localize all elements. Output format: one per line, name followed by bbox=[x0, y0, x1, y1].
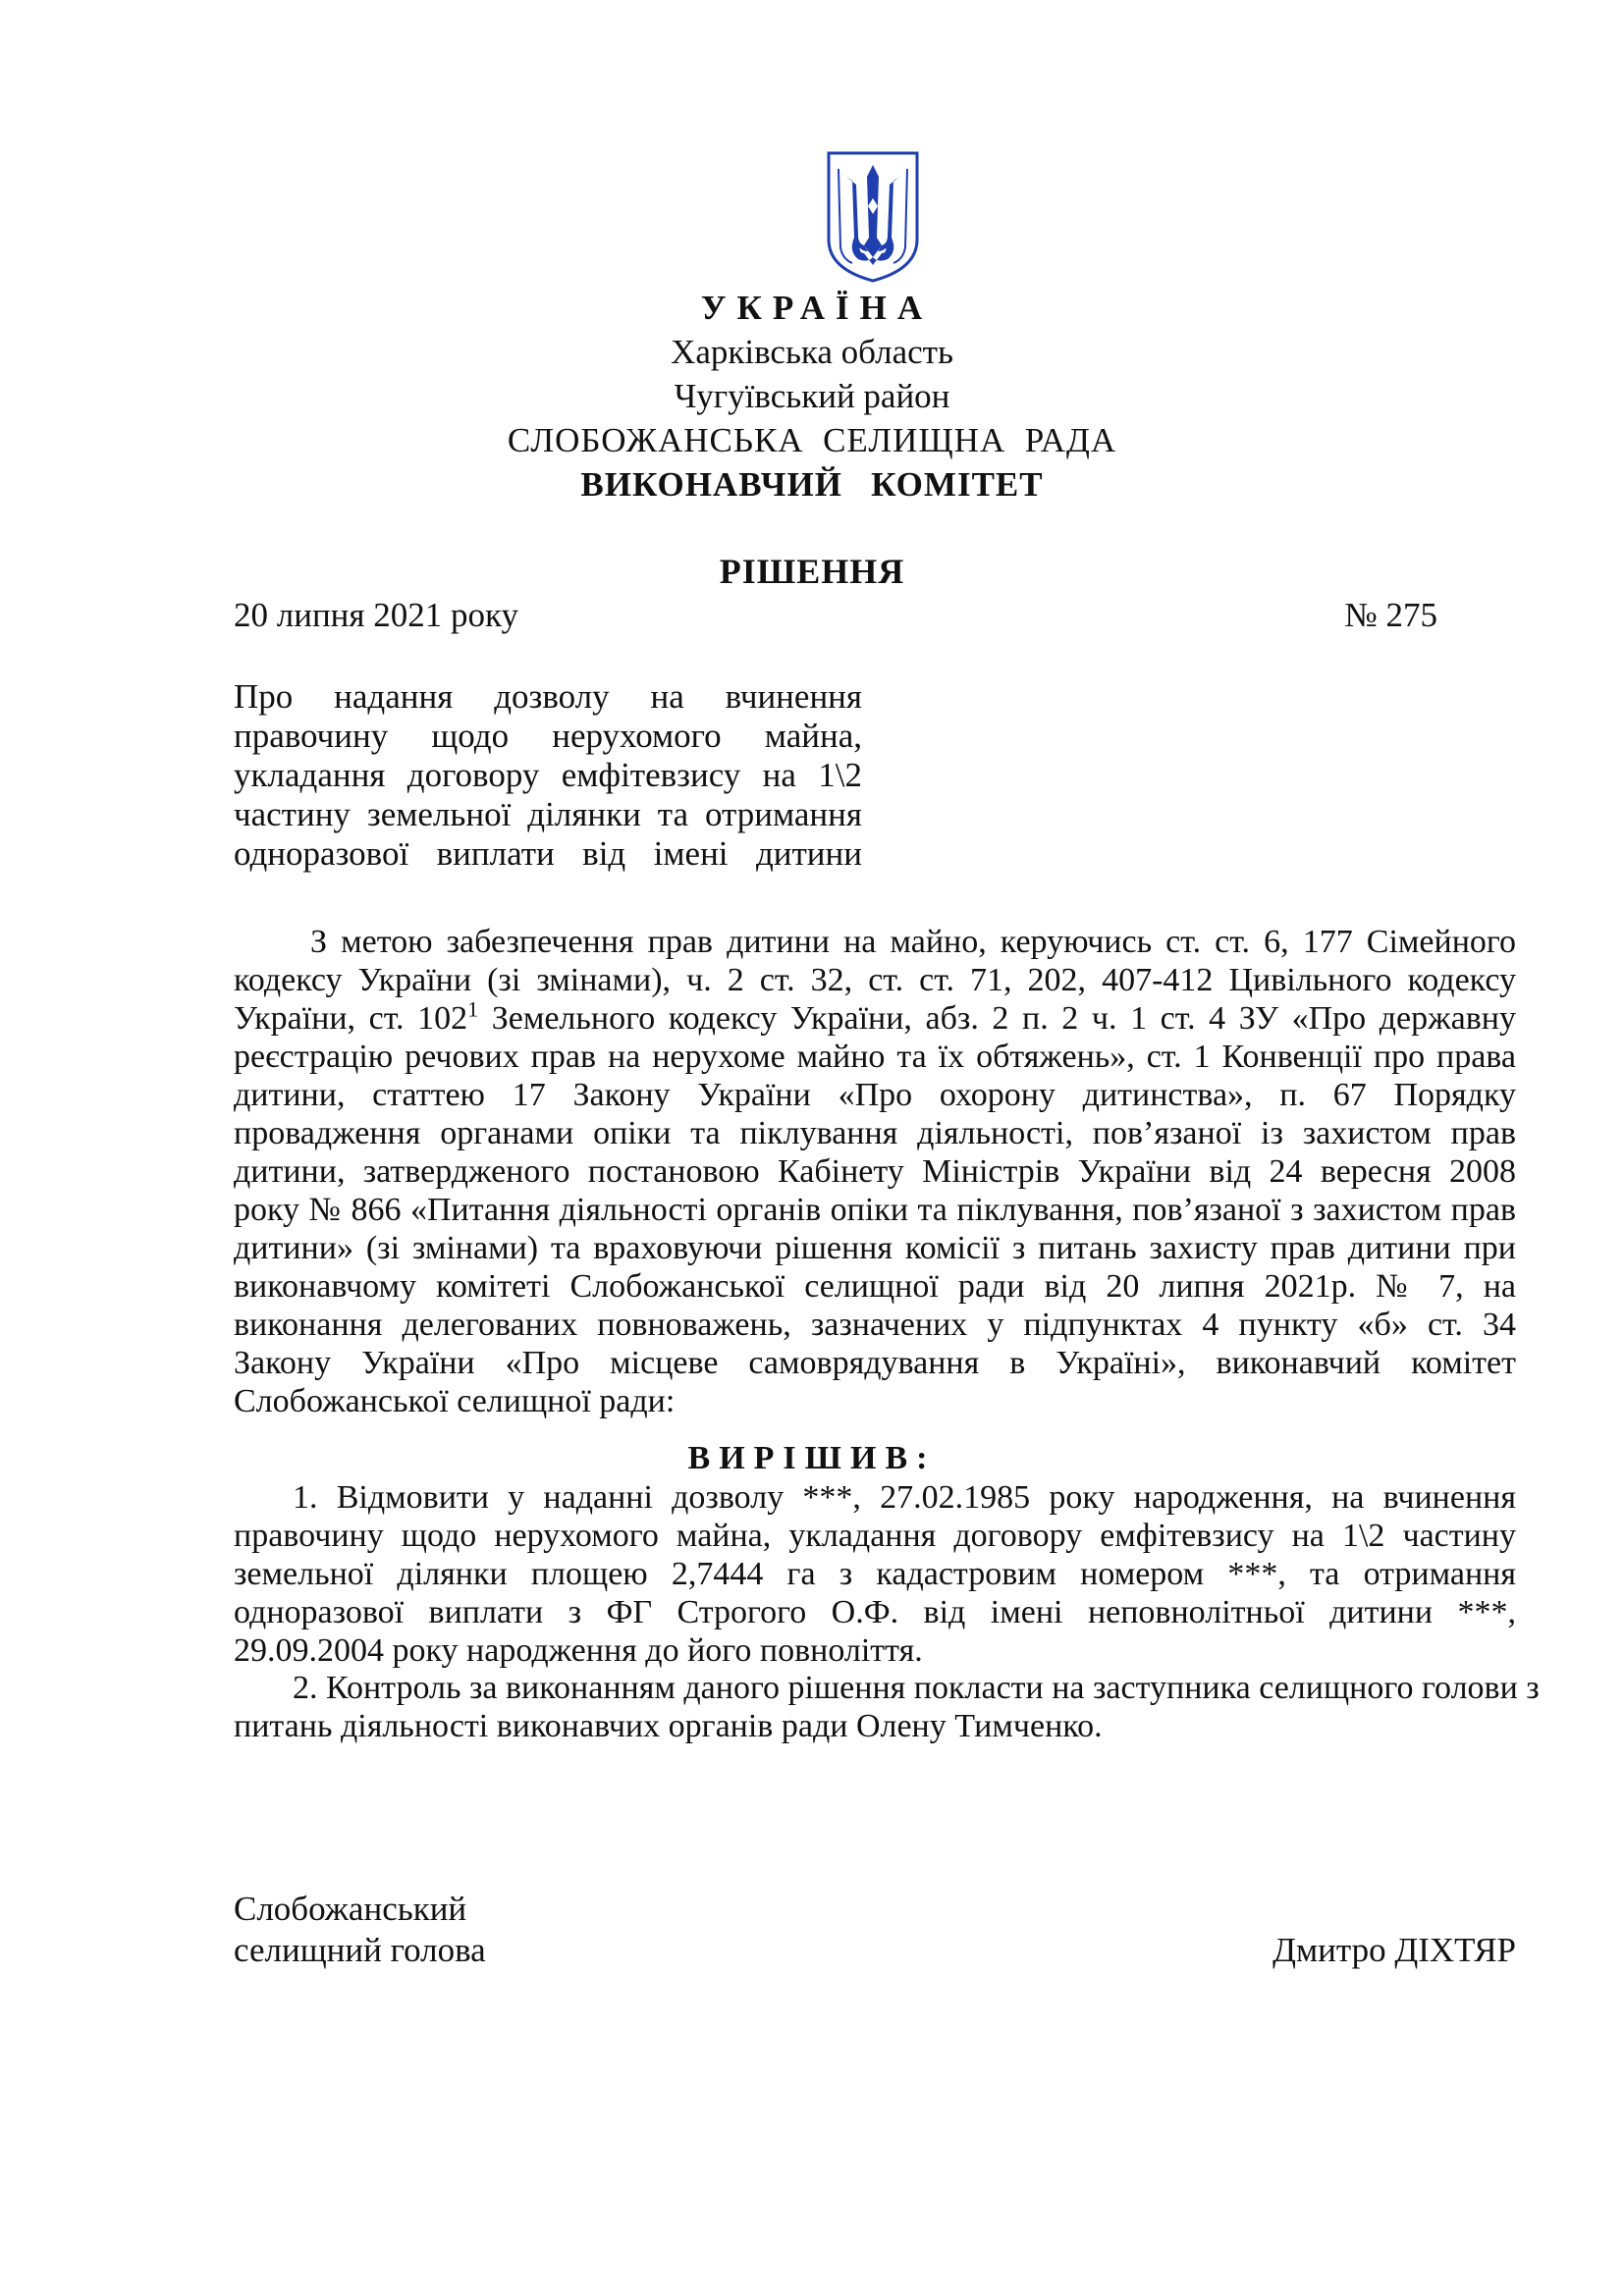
preamble-line: виконавчому комітеті Слобожанської селищної ради від 20 липня 2021р. № 7, на bbox=[234, 1268, 1516, 1305]
preamble-line bbox=[234, 996, 1516, 1038]
document-type-title: РІШЕННЯ bbox=[719, 552, 905, 591]
signatory-title-line-1: Слобожанський bbox=[234, 1890, 467, 1928]
resolution-heading: ВИРІШИВ: bbox=[687, 1440, 937, 1476]
preamble-line: Слобожанської селищної ради: bbox=[234, 1383, 676, 1419]
signature-block bbox=[234, 1889, 1516, 1971]
preamble-text: України, ст. 102 bbox=[234, 1000, 468, 1037]
subject-line: укладання договору емфітевзису на 1\2 bbox=[234, 756, 862, 794]
document-subject bbox=[234, 677, 862, 874]
preamble-line: З метою забезпечення прав дитини на майно, керуючись ст. ст. 6, 177 Сімейного bbox=[310, 924, 1516, 960]
item-line: 2. Контроль за виконанням даного рішення покласти на заступника селищного голови з bbox=[293, 1670, 1540, 1706]
preamble-paragraph bbox=[234, 923, 1516, 1420]
item-line: одноразової виплати з ФГ Строгого О.Ф. від імені неповнолітньої дитини ***, bbox=[234, 1594, 1516, 1630]
preamble-line: року № 866 «Питання діяльності органів опіки та піклування, пов’язаної з захистом прав bbox=[234, 1192, 1516, 1228]
preamble-line: виконання делегованих повноважень, зазначених у підпунктах 4 пункту «б» ст. 34 bbox=[234, 1307, 1516, 1343]
item-line: питань діяльності виконавчих органів ради Олену Тимченко. bbox=[234, 1708, 1103, 1744]
preamble-line: Закону України «Про місцеве самоврядування в Україні», виконавчий комітет bbox=[234, 1345, 1516, 1381]
preamble-line: кодексу України (зі змінами), ч. 2 ст. 32, ст. ст. 71, 202, 407-412 Цивільного кодексу bbox=[234, 962, 1516, 998]
resolution-item-1 bbox=[234, 1478, 1516, 1670]
preamble-line: дитини, затвердженого постановою Кабінету Міністрів України від 24 вересня 2008 bbox=[234, 1153, 1516, 1190]
article-superscript: 1 bbox=[467, 996, 479, 1022]
item-line: 29.09.2004 року народження до його повноліття. bbox=[234, 1632, 923, 1669]
subject-line: Про надання дозволу на вчинення bbox=[234, 677, 862, 716]
date-number-row bbox=[234, 594, 1437, 637]
subject-line: частину земельної ділянки та отримання bbox=[234, 795, 862, 833]
coat-of-arms-of-ukraine-icon bbox=[825, 149, 921, 285]
preamble-line: дитини» (зі змінами) та враховуючи рішення комісії з питань захисту прав дитини при bbox=[234, 1230, 1516, 1266]
item-line: земельної ділянки площею 2,7444 га з кадастровим номером ***, та отримання bbox=[234, 1556, 1516, 1592]
region-heading: Харківська область bbox=[671, 333, 953, 371]
item-line: 1. Відмовити у наданні дозволу ***, 27.02.1985 року народження, на вчинення bbox=[293, 1479, 1516, 1516]
resolution-item-2 bbox=[234, 1669, 1540, 1745]
signatory-name: Дмитро ДІХТЯР bbox=[1272, 1931, 1516, 1969]
preamble-line: реєстрацію речових прав на нерухоме майно та їх обтяжень», ст. 1 Конвенції про права bbox=[234, 1039, 1516, 1075]
document-number: № 275 bbox=[1344, 596, 1437, 634]
document-date: 20 липня 2021 року bbox=[234, 596, 519, 634]
council-heading: СЛОБОЖАНСЬКА СЕЛИЩНА РАДА bbox=[507, 421, 1117, 459]
preamble-line: дитини, статтею 17 Закону України «Про охорону дитинства», п. 67 Порядку bbox=[234, 1077, 1516, 1113]
item-line: правочину щодо нерухомого майна, укладання договору емфітевзису на 1\2 частину bbox=[234, 1518, 1516, 1554]
committee-heading: ВИКОНАВЧИЙ КОМІТЕТ bbox=[580, 465, 1044, 504]
preamble-line: провадження органами опіки та піклування діяльності, пов’язаної із захистом прав bbox=[234, 1115, 1516, 1151]
signatory-title-line-2: селищний голова bbox=[234, 1931, 486, 1969]
subject-line: одноразової виплати від імені дитини bbox=[234, 834, 862, 873]
subject-line: правочину щодо нерухомого майна, bbox=[234, 717, 862, 755]
district-heading: Чугуївський район bbox=[674, 377, 950, 415]
country-heading: УКРАЇНА bbox=[700, 289, 934, 327]
preamble-text: Земельного кодексу України, абз. 2 п. 2 ч. 1 ст. 4 ЗУ «Про державну bbox=[478, 1000, 1516, 1037]
